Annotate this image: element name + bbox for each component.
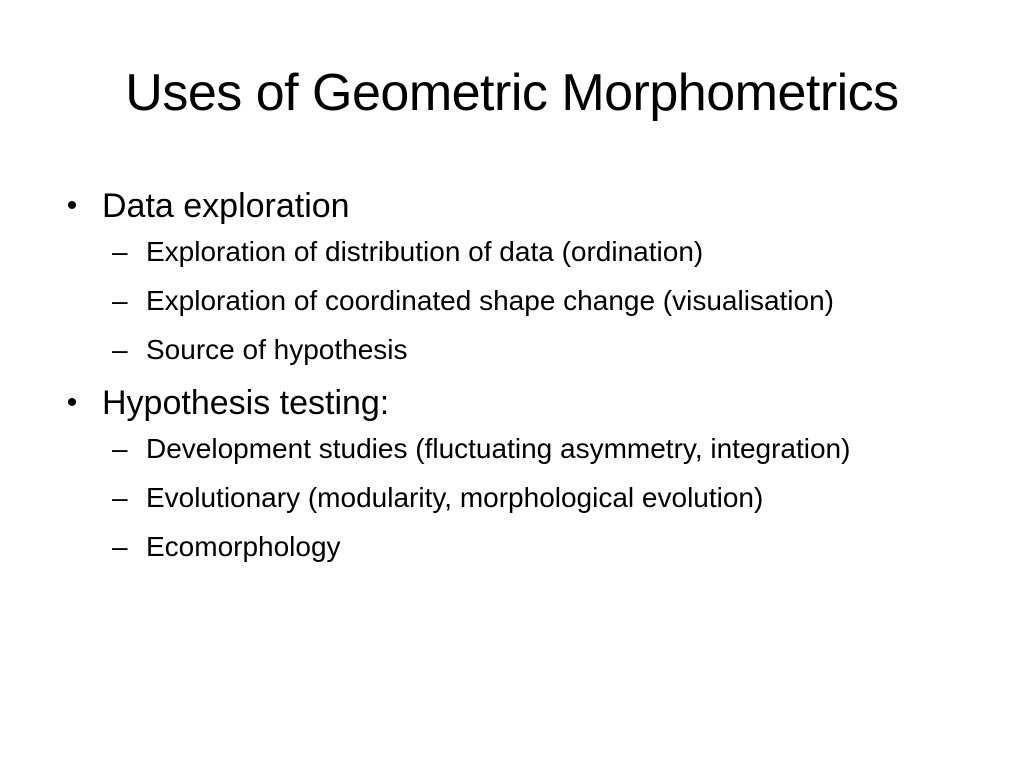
sub-bullet-visualisation <box>60 281 960 321</box>
sub-bullet-ecomorphology <box>60 527 960 567</box>
sub-bullet-evolutionary <box>60 478 960 518</box>
bullet-marker: • <box>66 189 78 222</box>
sub-bullet-text: Exploration of distribution of data (ordination) <box>146 236 704 267</box>
bullet-hypothesis-testing <box>60 379 960 427</box>
bullet-data-exploration <box>60 182 960 230</box>
dash-marker: – <box>112 236 128 267</box>
dash-marker: – <box>112 482 128 513</box>
dash-marker: – <box>112 334 128 365</box>
dash-marker: – <box>112 531 128 562</box>
bullet-list <box>60 182 960 576</box>
dash-marker: – <box>112 285 128 316</box>
sub-bullet-text: Evolutionary (modularity, morphological evolution) <box>146 482 764 513</box>
sub-bullet-text: Exploration of coordinated shape change (visualisation) <box>146 285 834 316</box>
bullet-text: Data exploration <box>102 187 350 225</box>
sub-list-hypothesis-testing <box>60 429 960 567</box>
bullet-marker: • <box>66 386 78 419</box>
sub-bullet-source-of-hypothesis <box>60 330 960 370</box>
slide-title: Uses of Geometric Morphometrics <box>125 64 899 122</box>
dash-marker: – <box>112 433 128 464</box>
sub-bullet-text: Ecomorphology <box>146 531 341 562</box>
sub-list-data-exploration <box>60 232 960 370</box>
sub-bullet-ordination <box>60 232 960 272</box>
bullet-text: Hypothesis testing: <box>102 384 390 422</box>
sub-bullet-development-studies <box>60 429 960 469</box>
sub-bullet-text: Source of hypothesis <box>146 334 408 365</box>
sub-bullet-text: Development studies (fluctuating asymmetry, integration) <box>146 433 851 464</box>
